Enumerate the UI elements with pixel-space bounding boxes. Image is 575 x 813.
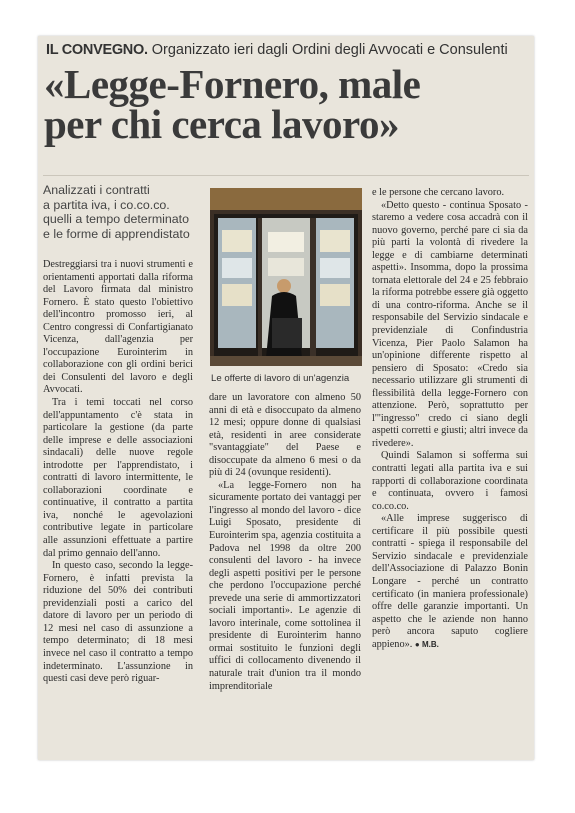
kicker-text: Organizzato ieri dagli Ordini degli Avvocati e Consulenti: [151, 42, 508, 58]
column-2-paragraph-1: dare un lavoratore con almeno 50 anni di età e disoccupato da almeno 12 mesi; oppure donne di qualsiasi età, residenti in aree considerate "svantaggiate" del Paese e disoccupate da almeno 6 mesi o da più di 24 (ovunque residenti).: [209, 392, 361, 479]
article-summary: [43, 183, 193, 241]
article-column-2: [209, 392, 361, 693]
article-headline: [44, 61, 530, 147]
photo-illustration: [210, 188, 362, 366]
photo-caption: Le offerte di lavoro di un'agenzia: [211, 373, 350, 384]
headline-line-1: «Legge-Fornero, male: [44, 61, 421, 107]
article-kicker: [46, 42, 530, 58]
summary-line-3: quelli a tempo determinato: [43, 212, 190, 226]
agency-window-photo: [210, 188, 362, 366]
summary-line-2: a partita iva, i co.co.co.: [43, 197, 170, 212]
column-2-paragraph-2: «La legge-Fornero non ha sicuramente portato dei vantaggi per l'ingresso al mondo del lavoro - dice Luigi Sposato, presidente di Eurointerim spa, agenzia costituita a Padova nel 1998 da oltre 200 consulenti del lavoro - ha invece degli aspetti positivi per le persone che perdono l'occupazione perché prevede una serie di ammortizzatori sociali importanti». Le agenzie di lavoro interinale, come sottolinea il presidente di Eurointerim hanno ormai sostituito le funzioni degli uffici di collocamento divenendo il naturale trait d'union tra il mondo imprenditoriale: [209, 479, 361, 692]
column-1-paragraph-3: In questo caso, secondo la legge-Fornero, è infatti prevista la riduzione del 50% dei contributi previdenziali posti a carico del datore di lavoro per un periodo di 12 mesi nel caso di assunzione a tempo determinato; di 18 mesi invece nel caso il contratto a tempo indeterminato. L'assunzione in questi casi deve però riguar-: [43, 560, 193, 685]
summary-line-4: e le forme di apprendistato: [43, 226, 190, 241]
column-1-paragraph-1: Destreggiarsi tra i nuovi strumenti e orientamenti apportati dalla riforma del Lavoro firmata dal ministro Fornero. È stato questo l'obiettivo dell'incontro promosso ieri, al Centro congressi di Confartigianato Vicenza, dall'agenzia per l'occupazione Eurointerim in collaborazione con gli ordini berici dei Consulenti del lavoro e degli Avvocati.: [43, 259, 193, 396]
column-3-paragraph-1: e le persone che cercano lavoro.: [372, 187, 505, 198]
kicker-label: IL CONVEGNO.: [46, 42, 148, 58]
column-3-paragraph-3: Quindi Salamon si sofferma sui contratti legati alla partita iva e sui rapporti di collaborazione coordinata e continuata, ovvero i famosi co.co.co.: [372, 450, 528, 512]
author-signature: ● M.B.: [414, 639, 439, 649]
column-1-paragraph-2: Tra i temi toccati nel corso dell'appuntamento c'è stata in particolare la gestione (da parte delle imprese e delle associazioni sindacali) delle nuove regole introdotte per l'apprendistato, i contratti di lavoro intermittente, le collaborazioni coordinate e continuative, il contratto a partita iva, nonché le agevolazioni contributive legate in particolare alle assunzioni effettuate a partire dal primo gennaio dell'anno.: [43, 397, 193, 559]
newspaper-clipping: [38, 36, 534, 760]
headline-line-2: per chi cerca lavoro»: [44, 101, 399, 147]
headline-divider: [43, 175, 529, 176]
article-column-3: [372, 187, 528, 651]
article-column-1: [43, 259, 193, 686]
summary-line-1: Analizzati i contratti: [43, 183, 150, 197]
column-3-paragraph-4: [372, 513, 528, 651]
column-3-paragraph-2: «Detto questo - continua Sposato - staremo a vedere cosa accadrà con il nuovo governo, perché pare ci sia da più parti la volontà di rivedere la legge e di cambiarne determinati aspetti». Insomma, dopo la prossima tornata elettorale del 24 e 25 febbraio la riforma potrebbe essere già oggetto di una contro-riforma. Anche se il responsabile del Servizio sindacale e previdenziale di Confindustria Vicenza, Pier Paolo Salamon ha un'opinione differente rispetto al pensiero di Sposato: «Credo sia necessario utilizzare gli strumenti di flessibilità della legge-Fornero con attenzione. Però, soprattutto per l'"ingresso" credo ci siano degli aspetti corretti e giusti; altri invece da rivedere».: [372, 199, 528, 449]
column-3-paragraph-4-text: «Alle imprese suggerisco di certificare il più possibile questi contratti - spiega il responsabile del Servizio sindacale e previdenziale dell'Associazione di Palazzo Bonin Longare - perché un contratto certificato (in maniera professionale) offre delle garanzie importanti. Un aspetto che le aziende non hanno però ancora saputo cogliere appieno».: [372, 513, 528, 650]
